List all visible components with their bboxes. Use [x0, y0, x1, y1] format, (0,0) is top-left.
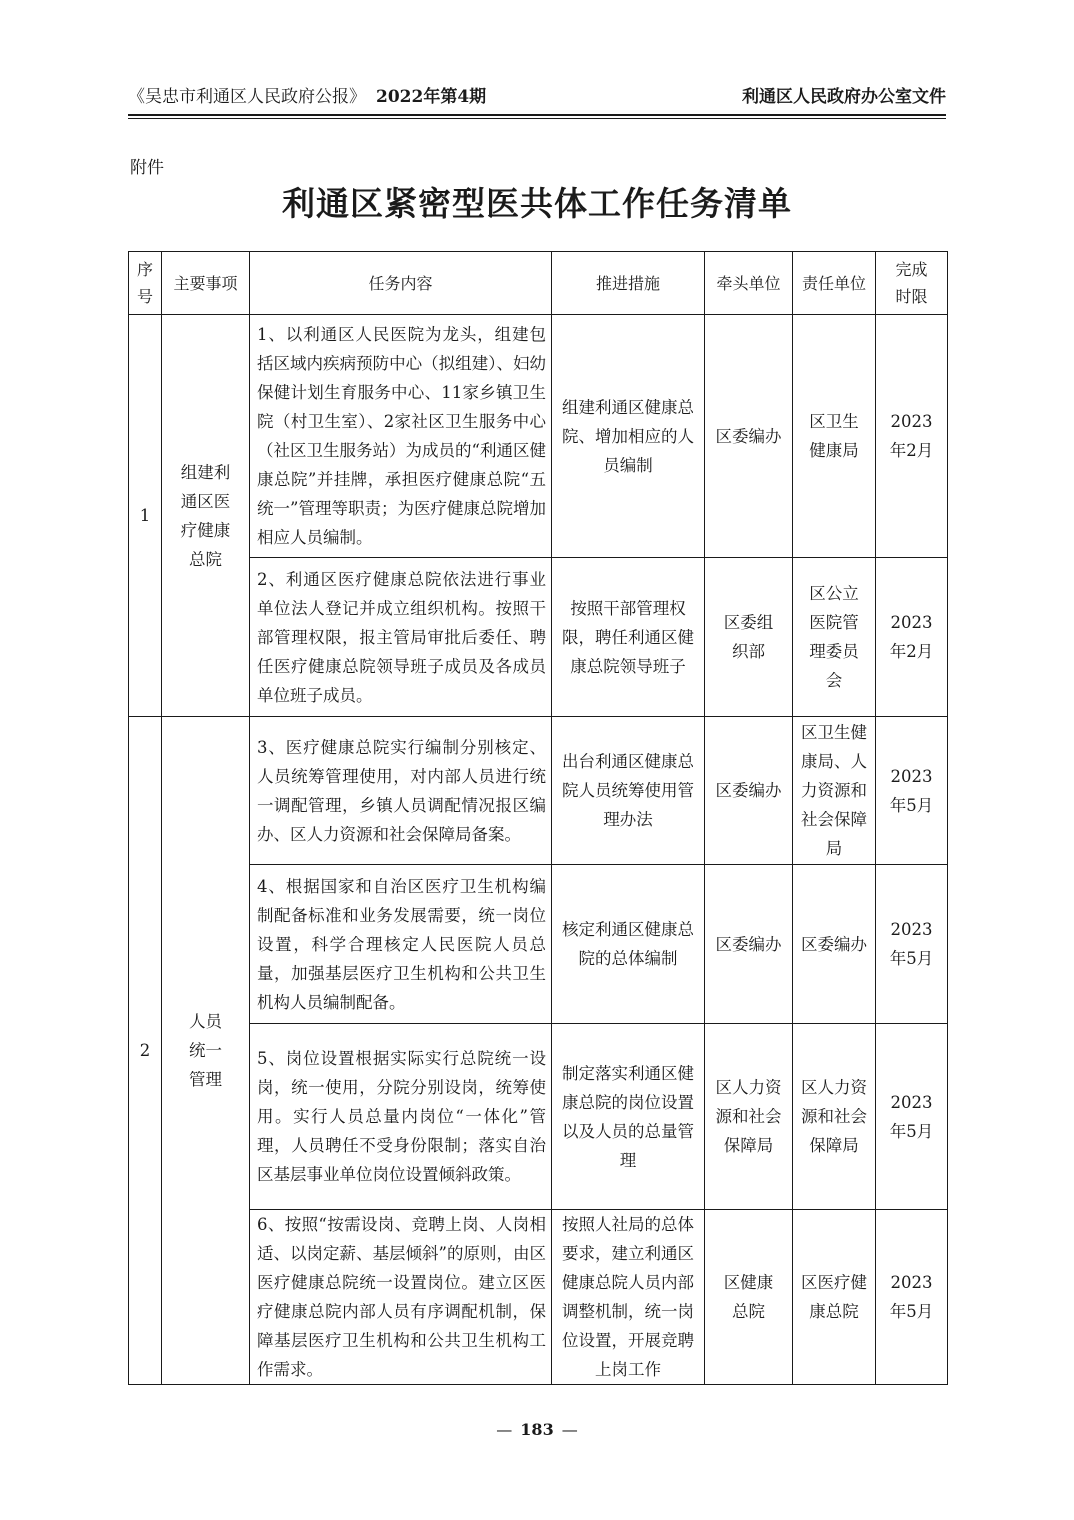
responsible-cell: 区公立医院管理委员会 [793, 558, 876, 717]
matter-cell: 组建利通区医疗健康总院 [162, 315, 250, 717]
col-header-deadline: 完成时限 [876, 252, 948, 315]
header-publication: 《吴忠市利通区人民政府公报》 2022年第4期 [128, 87, 487, 107]
task-cell: 2、利通区医疗健康总院依法进行事业单位法人登记并成立组织机构。按照干部管理权限，报主管局审批后委任、聘任医疗健康总院领导班子成员及各成员单位班子成员。 [250, 558, 552, 717]
measure-cell: 按照人社局的总体要求，建立利通区健康总院人员内部调整机制，统一岗位设置，开展竞聘上岗工作 [552, 1210, 705, 1385]
task-cell: 4、根据国家和自治区医疗卫生机构编制配备标准和业务发展需要，统一岗位设置，科学合理核定人民医院人员总量，加强基层医疗卫生机构和公共卫生机构人员编制配备。 [250, 865, 552, 1024]
page-footer: — 183 — [496, 1420, 578, 1439]
table-row [129, 1210, 948, 1385]
attachment-label: 附件 [130, 158, 164, 178]
responsible-cell: 区医疗健康总院 [793, 1210, 876, 1385]
matter-cell: 人员统一管理 [162, 717, 250, 1385]
page-title: 利通区紧密型医共体工作任务清单 [282, 184, 792, 223]
lead-cell: 区委编办 [705, 717, 793, 865]
task-cell: 5、岗位设置根据实际实行总院统一设岗，统一使用，分院分别设岗，统筹使用。实行人员总量内岗位“一体化”管理，人员聘任不受身份限制；落实自治区基层事业单位岗位设置倾斜政策。 [250, 1024, 552, 1210]
measure-cell: 制定落实利通区健康总院的岗位设置以及人员的总量管理 [552, 1024, 705, 1210]
deadline-cell: 2023年5月 [876, 1024, 948, 1210]
deadline-cell: 2023年5月 [876, 1210, 948, 1385]
responsible-cell: 区卫生健康局、人力资源和社会保障局 [793, 717, 876, 865]
measure-cell: 组建利通区健康总院、增加相应的人员编制 [552, 315, 705, 558]
col-header-matter: 主要事项 [162, 252, 250, 315]
responsible-cell: 区卫生健康局 [793, 315, 876, 558]
page-header [128, 78, 946, 108]
measure-cell: 核定利通区健康总院的总体编制 [552, 865, 705, 1024]
table-row [129, 865, 948, 1024]
seq-cell: 1 [129, 315, 162, 717]
table-row [129, 717, 948, 865]
table-row [129, 558, 948, 717]
header-issue: 2022年第4期 [376, 87, 487, 107]
deadline-cell: 2023年5月 [876, 865, 948, 1024]
seq-cell: 2 [129, 717, 162, 1385]
task-cell: 1、以利通区人民医院为龙头，组建包括区域内疾病预防中心（拟组建）、妇幼保健计划生育服务中心、11家乡镇卫生院（村卫生室）、2家社区卫生服务中心（社区卫生服务站）为成员的“利通区健康总院”并挂牌，承担医疗健康总院“五统一”管理等职责；为医疗健康总院增加相应人员编制。 [250, 315, 552, 558]
lead-cell: 区委组织部 [705, 558, 793, 717]
lead-cell: 区健康总院 [705, 1210, 793, 1385]
lead-cell: 区委编办 [705, 315, 793, 558]
col-header-measure: 推进措施 [552, 252, 705, 315]
header-rule-thin [128, 118, 946, 119]
task-cell: 6、按照“按需设岗、竞聘上岗、人岗相适、以岗定薪、基层倾斜”的原则，由区医疗健康总院统一设置岗位。建立区医疗健康总院内部人员有序调配机制，保障基层医疗卫生机构和公共卫生机构工作需求。 [250, 1210, 552, 1385]
table-header-row [129, 252, 948, 315]
page-number: 183 [520, 1420, 554, 1439]
measure-cell: 出台利通区健康总院人员统筹使用管理办法 [552, 717, 705, 865]
deadline-cell: 2023年2月 [876, 558, 948, 717]
lead-cell: 区人力资源和社会保障局 [705, 1024, 793, 1210]
task-table [128, 251, 948, 1385]
deadline-cell: 2023年5月 [876, 717, 948, 865]
table-row [129, 1024, 948, 1210]
lead-cell: 区委编办 [705, 865, 793, 1024]
col-header-task: 任务内容 [250, 252, 552, 315]
col-header-lead: 牵头单位 [705, 252, 793, 315]
header-doc-type: 利通区人民政府办公室文件 [742, 87, 946, 107]
task-cell: 3、医疗健康总院实行编制分别核定、人员统筹管理使用，对内部人员进行统一调配管理，乡镇人员调配情况报区编办、区人力资源和社会保障局备案。 [250, 717, 552, 865]
col-header-responsible: 责任单位 [793, 252, 876, 315]
header-rule [128, 114, 946, 116]
col-header-seq: 序号 [129, 252, 162, 315]
table-row [129, 315, 948, 558]
responsible-cell: 区委编办 [793, 865, 876, 1024]
measure-cell: 按照干部管理权限，聘任利通区健康总院领导班子 [552, 558, 705, 717]
responsible-cell: 区人力资源和社会保障局 [793, 1024, 876, 1210]
deadline-cell: 2023年2月 [876, 315, 948, 558]
